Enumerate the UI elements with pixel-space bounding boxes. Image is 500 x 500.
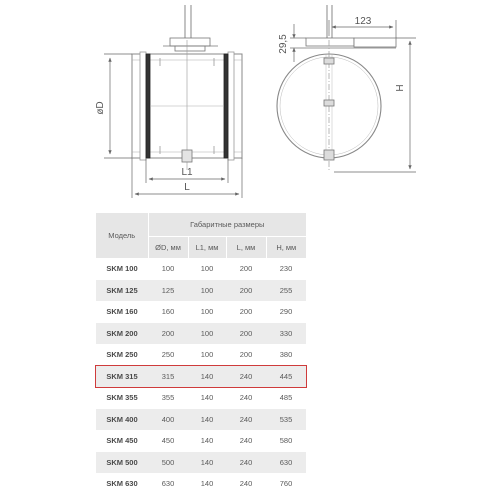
column-header-l: L, мм bbox=[226, 237, 266, 259]
value-cell: 315 bbox=[161, 371, 175, 381]
model-cell: SKM 100 bbox=[106, 264, 138, 274]
value-cell: 760 bbox=[279, 479, 293, 489]
model-cell: SKM 400 bbox=[106, 414, 138, 424]
model-column-header: Модель bbox=[96, 213, 148, 258]
value-cell: 250 bbox=[161, 350, 175, 360]
value-cell: 355 bbox=[161, 393, 175, 403]
model-cell: SKM 500 bbox=[106, 457, 138, 467]
model-cell: SKM 630 bbox=[106, 479, 138, 489]
column-header-l1: L1, мм bbox=[188, 237, 226, 259]
model-cell: SKM 200 bbox=[106, 328, 138, 338]
model-cell: SKM 315 bbox=[106, 371, 138, 381]
value-cell: 380 bbox=[279, 350, 293, 360]
value-cell: 140 bbox=[200, 393, 214, 403]
column-header-h: H, мм bbox=[266, 237, 306, 259]
value-cell: 230 bbox=[279, 264, 293, 274]
value-cell: 330 bbox=[279, 328, 293, 338]
value-cell: 200 bbox=[239, 285, 253, 295]
value-cell: 240 bbox=[239, 371, 253, 381]
table-row bbox=[96, 344, 306, 366]
model-cell: SKM 250 bbox=[106, 350, 138, 360]
value-cell: 445 bbox=[279, 371, 293, 381]
table-row bbox=[96, 280, 306, 302]
dim-29-5-label: 29,5 bbox=[278, 34, 289, 54]
table-row bbox=[96, 473, 306, 495]
value-cell: 200 bbox=[239, 328, 253, 338]
dim-29-5 bbox=[290, 24, 306, 62]
technical-drawing bbox=[0, 0, 500, 205]
table-row bbox=[96, 366, 306, 388]
diameter-label: øD bbox=[95, 101, 106, 115]
side-view bbox=[132, 5, 242, 170]
value-cell: 100 bbox=[161, 264, 175, 274]
value-cell: 535 bbox=[279, 414, 293, 424]
front-view bbox=[277, 5, 396, 172]
dimensions-group-header: Габаритные размеры bbox=[148, 213, 306, 237]
value-cell: 100 bbox=[200, 307, 214, 317]
table-row bbox=[96, 387, 306, 409]
value-cell: 100 bbox=[200, 264, 214, 274]
model-cell: SKM 450 bbox=[106, 436, 138, 446]
value-cell: 100 bbox=[200, 350, 214, 360]
dim-123-label: 123 bbox=[354, 16, 372, 27]
value-cell: 140 bbox=[200, 479, 214, 489]
value-cell: 630 bbox=[279, 457, 293, 467]
value-cell: 485 bbox=[279, 393, 293, 403]
value-cell: 140 bbox=[200, 371, 214, 381]
value-cell: 140 bbox=[200, 414, 214, 424]
value-cell: 580 bbox=[279, 436, 293, 446]
value-cell: 200 bbox=[239, 307, 253, 317]
value-cell: 160 bbox=[161, 307, 175, 317]
value-cell: 200 bbox=[161, 328, 175, 338]
value-cell: 140 bbox=[200, 457, 214, 467]
value-cell: 100 bbox=[200, 328, 214, 338]
table-body bbox=[96, 258, 306, 495]
table-row bbox=[96, 323, 306, 345]
value-cell: 240 bbox=[239, 457, 253, 467]
value-cell: 630 bbox=[161, 479, 175, 489]
value-cell: 240 bbox=[239, 393, 253, 403]
value-cell: 240 bbox=[239, 414, 253, 424]
model-cell: SKM 160 bbox=[106, 307, 138, 317]
table-row bbox=[96, 430, 306, 452]
value-cell: 400 bbox=[161, 414, 175, 424]
value-cell: 200 bbox=[239, 264, 253, 274]
value-cell: 450 bbox=[161, 436, 175, 446]
model-cell: SKM 125 bbox=[106, 285, 138, 295]
l-label: L bbox=[184, 182, 190, 193]
table-row bbox=[96, 409, 306, 431]
value-cell: 255 bbox=[279, 285, 293, 295]
diameter-dimension bbox=[104, 54, 132, 158]
column-header-diameter: ØD, мм bbox=[148, 237, 188, 259]
value-cell: 100 bbox=[200, 285, 214, 295]
value-cell: 200 bbox=[239, 350, 253, 360]
table-row bbox=[96, 301, 306, 323]
value-cell: 125 bbox=[161, 285, 175, 295]
table-row bbox=[96, 258, 306, 280]
l1-label: L1 bbox=[181, 167, 193, 178]
model-cell: SKM 355 bbox=[106, 393, 138, 403]
table-row bbox=[96, 452, 306, 474]
dimensions-table bbox=[96, 213, 306, 495]
h-label: H bbox=[395, 84, 406, 92]
value-cell: 500 bbox=[161, 457, 175, 467]
value-cell: 240 bbox=[239, 436, 253, 446]
value-cell: 240 bbox=[239, 479, 253, 489]
value-cell: 140 bbox=[200, 436, 214, 446]
value-cell: 290 bbox=[279, 307, 293, 317]
